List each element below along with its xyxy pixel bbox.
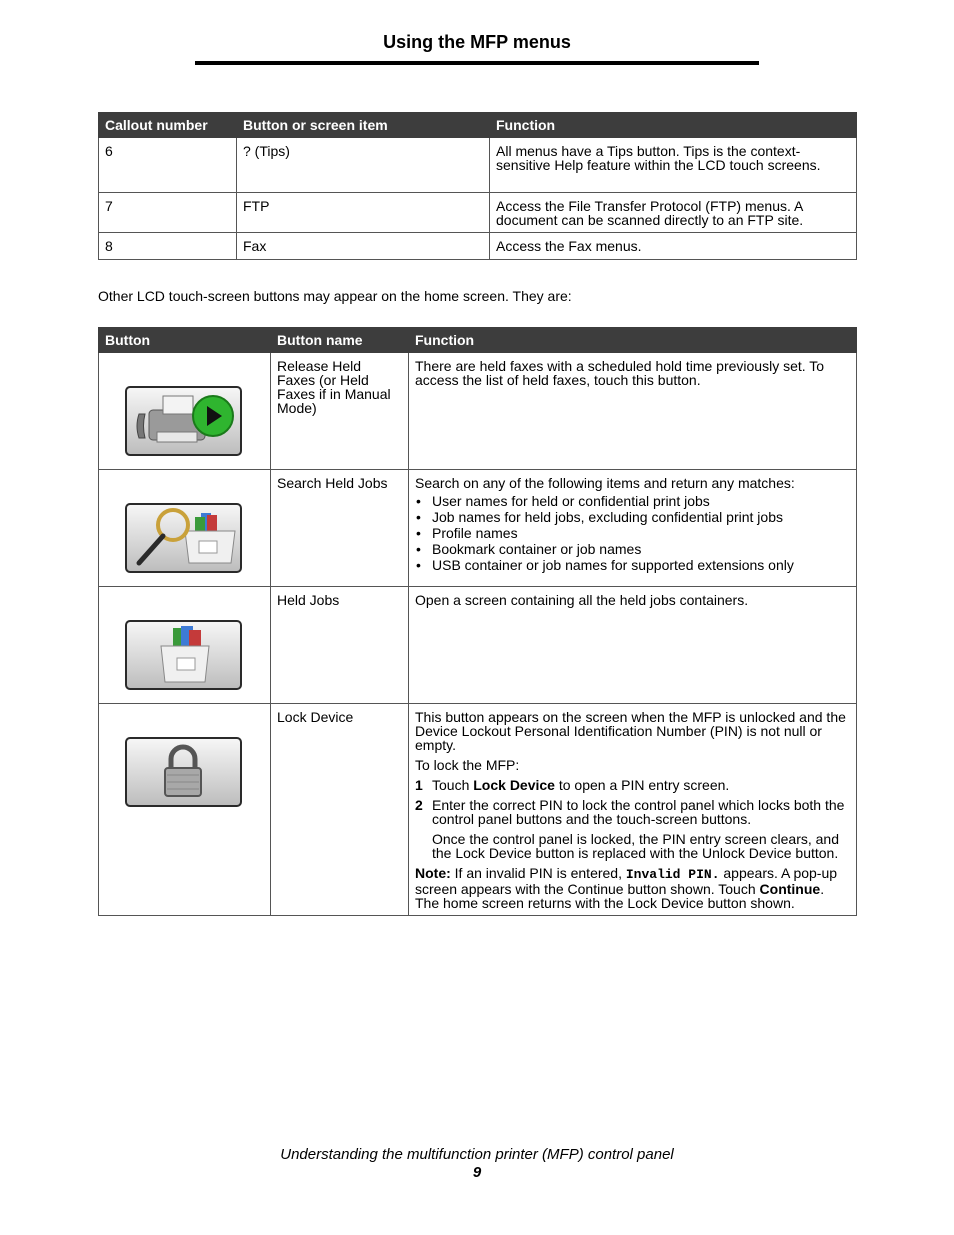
icon-cell [99, 587, 271, 704]
screen-item: ? (Tips) [237, 138, 490, 193]
column-header: Function [409, 328, 857, 353]
icon-cell [99, 704, 271, 916]
button-name: Release Held Faxes (or Held Faxes if in Manual Mode) [271, 353, 409, 470]
buttons-table [98, 327, 857, 916]
table-row [99, 587, 857, 704]
lock-icon [127, 739, 240, 805]
function-text: Search on any of the following items and return any matches: [415, 475, 795, 491]
column-header: Button name [271, 328, 409, 353]
function-text: There are held faxes with a scheduled hold time previously set. To access the list of held faxes, touch this button. [409, 353, 857, 470]
note-code: Invalid PIN. [625, 867, 720, 882]
button-name: Search Held Jobs [271, 470, 409, 587]
note-bold: Continue [759, 881, 821, 897]
step-number: 2 [415, 797, 423, 813]
table-row [99, 193, 857, 233]
note-text: . The home screen returns with the Lock Device button shown. [415, 881, 825, 911]
button-name: Held Jobs [271, 587, 409, 704]
list-item: • Bookmark container or job names [432, 542, 851, 556]
icon-cell [99, 353, 271, 470]
list-item: • Profile names [432, 526, 851, 540]
footer [0, 1146, 954, 1182]
note-text: appears. A pop-up screen appears with the Continue button shown. Touch [415, 865, 838, 897]
title-rule [195, 61, 759, 65]
search-criteria-list [415, 494, 851, 572]
function-text: Access the File Transfer Protocol (FTP) menus. A document can be scanned directly to an FTP site. [490, 193, 857, 233]
search-held-jobs-button[interactable] [125, 503, 242, 573]
note-label: Note: [415, 865, 451, 881]
column-header: Callout number [99, 113, 237, 138]
list-item: • Job names for held jobs, excluding confidential print jobs [432, 510, 851, 524]
step-1 [415, 778, 851, 792]
search-held-jobs-icon [127, 505, 240, 571]
step-bold: Lock Device [473, 777, 555, 793]
table-row [99, 138, 857, 193]
table-row [99, 704, 857, 916]
function-cell [409, 704, 857, 916]
table-row [99, 470, 857, 587]
callout-number: 6 [99, 138, 237, 193]
step-number: 1 [415, 777, 423, 793]
table-header-row [99, 113, 857, 138]
step-text: Enter the correct PIN to lock the control panel which locks both the control panel buttons and the touch-screen buttons. [432, 797, 845, 827]
step-text: Touch [432, 777, 474, 793]
function-text: Access the Fax menus. [490, 233, 857, 260]
lock-device-button[interactable] [125, 737, 242, 807]
step-text: Once the control panel is locked, the PIN entry screen clears, and the Lock Device button is replaced with the Unlock Device button. [432, 831, 839, 861]
release-held-faxes-icon [127, 388, 240, 454]
column-header: Function [490, 113, 857, 138]
note [415, 866, 851, 910]
step-2-continuation [415, 832, 851, 860]
screen-item: Fax [237, 233, 490, 260]
page-number: 9 [472, 1164, 482, 1181]
callout-table [98, 112, 857, 260]
function-cell [409, 470, 857, 587]
function-text: This button appears on the screen when the MFP is unlocked and the Device Lockout Personal Identification Number (PIN) is not null or empty. [415, 709, 846, 753]
release-held-faxes-button[interactable] [125, 386, 242, 456]
table-row [99, 353, 857, 470]
callout-number: 8 [99, 233, 237, 260]
column-header: Button [99, 328, 271, 353]
to-lock-text: To lock the MFP: [415, 757, 520, 773]
step-2 [415, 798, 851, 826]
table-row [99, 233, 857, 260]
list-item: • User names for held or confidential print jobs [432, 494, 851, 508]
button-name: Lock Device [271, 704, 409, 916]
list-item: • USB container or job names for supported extensions only [432, 558, 851, 572]
intro-text: Other LCD touch-screen buttons may appear on the home screen. They are: [98, 288, 572, 304]
function-text: Open a screen containing all the held jobs containers. [409, 587, 857, 704]
note-text: If an invalid PIN is entered, [450, 865, 626, 881]
icon-cell [99, 470, 271, 587]
footer-text: Understanding the multifunction printer (MFP) control panel [280, 1146, 674, 1163]
held-jobs-icon [127, 622, 240, 688]
table-header-row [99, 328, 857, 353]
held-jobs-button[interactable] [125, 620, 242, 690]
callout-number: 7 [99, 193, 237, 233]
function-text: All menus have a Tips button. Tips is the context-sensitive Help feature within the LCD touch screens. [490, 138, 857, 193]
column-header: Button or screen item [237, 113, 490, 138]
step-text: to open a PIN entry screen. [554, 777, 730, 793]
page-title: Using the MFP menus [383, 32, 571, 52]
screen-item: FTP [237, 193, 490, 233]
